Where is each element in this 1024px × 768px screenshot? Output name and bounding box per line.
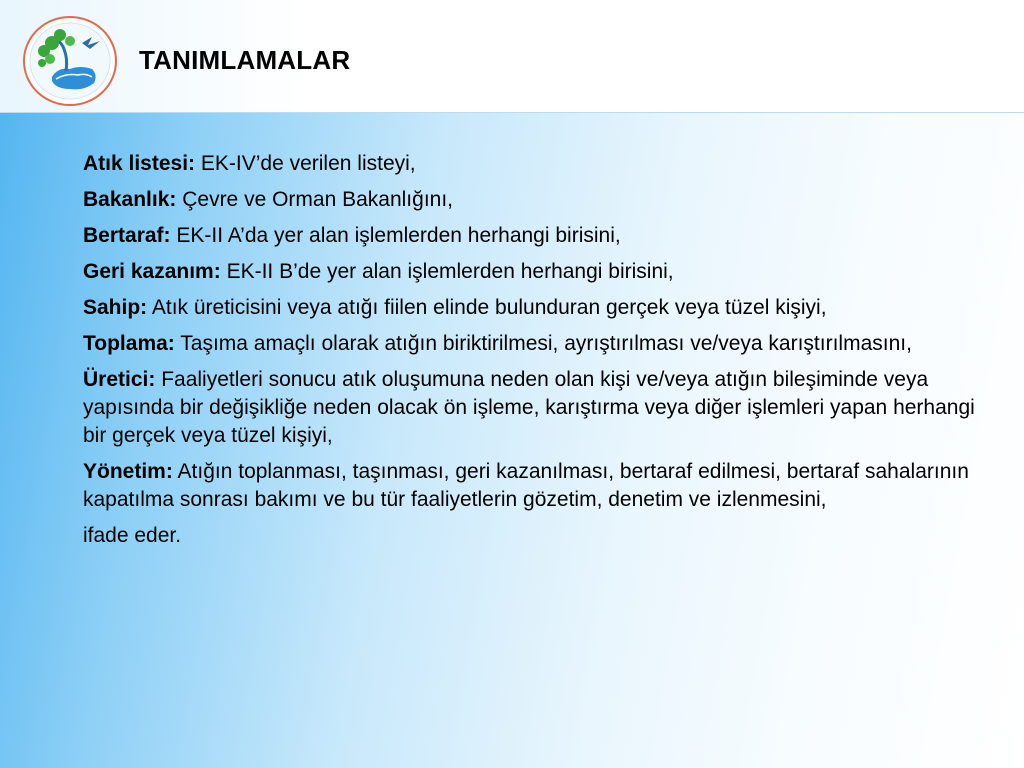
definition-term: Geri kazanım:	[83, 260, 221, 283]
definition-text: Çevre ve Orman Bakanlığını,	[182, 188, 454, 211]
definition-term: Toplama:	[83, 332, 175, 355]
definition-text: EK-II B’de yer alan işlemlerden herhangi birisini,	[226, 260, 674, 283]
definition-item	[83, 458, 983, 514]
slide-header	[0, 0, 1024, 113]
ministry-logo-icon	[22, 15, 118, 107]
definition-item	[83, 258, 983, 286]
definition-text: Atığın toplanması, taşınması, geri kazanılması, bertaraf edilmesi, bertaraf sahalarının kapatılma sonrası bakımı ve bu tür faaliyetlerin gözetim, denetim ve izlenmesini,	[83, 460, 969, 511]
definitions-list	[83, 150, 983, 558]
definition-term: Atık listesi:	[83, 152, 196, 175]
definition-item	[83, 366, 983, 450]
definition-item	[83, 222, 983, 250]
definition-item	[83, 330, 983, 358]
definition-text: Faaliyetleri sonucu atık oluşumuna neden olan kişi ve/veya atığın bileşiminde veya yapısında bir değişikliğe neden olacak ön işleme, karıştırma veya diğer işlemleri yapan herhangi bir gerçek veya tüzel kişiyi,	[83, 368, 975, 447]
definition-term: Üretici:	[83, 368, 156, 391]
definition-term: Yönetim:	[83, 460, 173, 483]
definition-text: Atık üreticisini veya atığı fiilen elinde bulunduran gerçek veya tüzel kişiyi,	[151, 296, 827, 319]
definition-term: Sahip:	[83, 296, 148, 319]
definition-text: EK-II A’da yer alan işlemlerden herhangi birisini,	[176, 224, 621, 247]
slide-title: TANIMLAMALAR	[139, 45, 351, 75]
definition-item	[83, 186, 983, 214]
definition-item	[83, 294, 983, 322]
definition-term: Bertaraf:	[83, 224, 171, 247]
closing-text: ifade eder.	[83, 524, 182, 547]
definition-item	[83, 150, 983, 178]
definition-text: Taşıma amaçlı olarak atığın biriktirilmesi, ayrıştırılması ve/veya karıştırılmasını,	[180, 332, 912, 355]
definition-term: Bakanlık:	[83, 188, 177, 211]
definition-text: EK-IV’de verilen listeyi,	[200, 152, 416, 175]
